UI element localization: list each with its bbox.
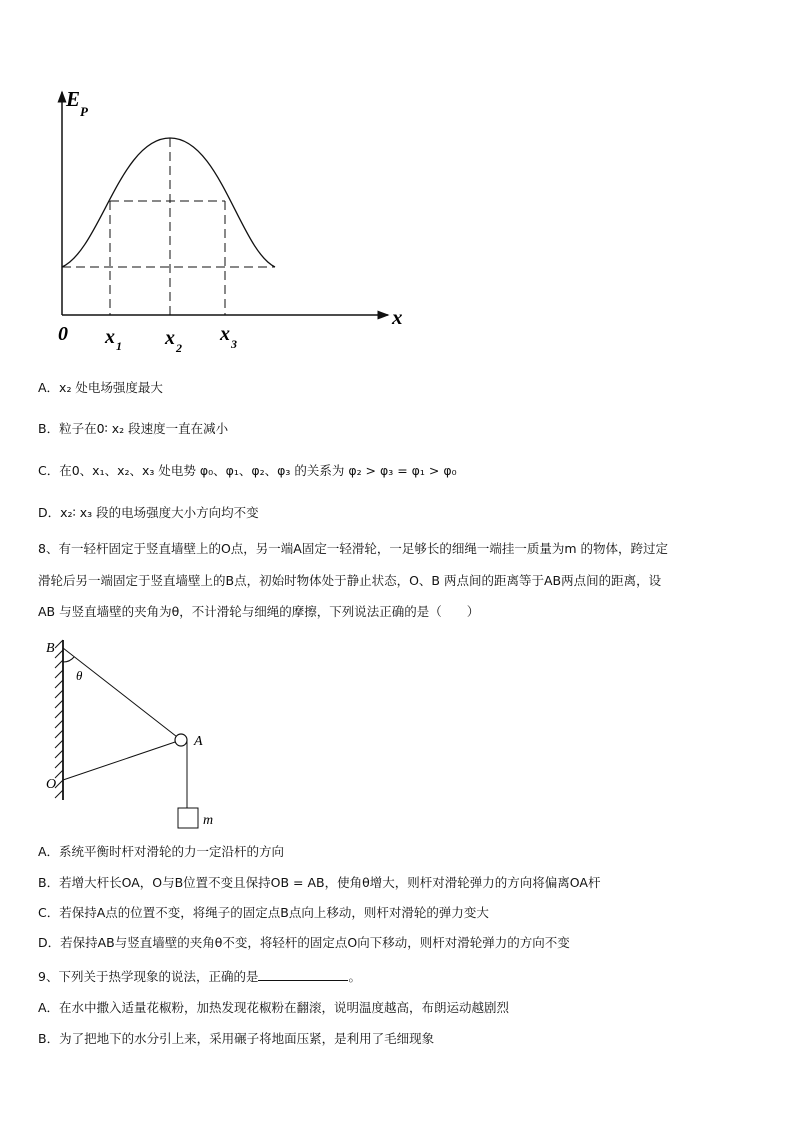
q9-stem: [38, 968, 361, 985]
q9-option-b: B．为了把地下的水分引上来，采用碾子将地面压紧，是利用了毛细现象: [38, 1031, 435, 1046]
label-a: A: [194, 734, 203, 749]
mass-block: [178, 808, 198, 828]
pulley-figure: [0, 630, 260, 835]
x-axis-label: x: [392, 305, 403, 329]
ep-curve: [62, 138, 275, 267]
q9-stem-end: 。: [348, 969, 361, 984]
answer-blank: [258, 968, 348, 981]
q7-option-c: C．在0、x₁、x₂、x₃ 处电势 φ₀、φ₁、φ₂、φ₃ 的关系为 φ₂ > φ₃ = φ₁ > φ₀: [38, 463, 457, 478]
tick-x3: x: [220, 323, 230, 345]
tick-x3-sub: 3: [231, 337, 237, 351]
tick-x1-sub: 1: [116, 339, 122, 353]
tick-x2: x: [165, 327, 175, 349]
q8-option-d: D．若保持AB与竖直墙壁的夹角θ不变，将轻杆的固定点O向下移动，则杆对滑轮弹力的方向不变: [38, 935, 570, 950]
theta-arc: [63, 657, 74, 662]
q8-stem-line-3: AB 与竖直墙壁的夹角为θ，不计滑轮与细绳的摩擦，下列说法正确的是（ ）: [38, 604, 480, 619]
q8-option-c: C．若保持A点的位置不变，将绳子的固定点B点向上移动，则杆对滑轮的弹力变大: [38, 905, 489, 920]
q7-option-a: A．x₂ 处电场强度最大: [38, 380, 163, 395]
origin-label: 0: [58, 323, 68, 345]
q8-option-b: B．若增大杆长OA，O与B位置不变且保持OB = AB，使角θ增大，则杆对滑轮弹力的方向将偏离OA杆: [38, 875, 601, 890]
potential-energy-graph: [0, 0, 794, 360]
q8-stem-line-2: 滑轮后另一端固定于竖直墙壁上的B点，初始时物体处于静止状态，O、B 两点间的距离等于AB两点间的距离，设: [38, 573, 662, 588]
tick-x2-sub: 2: [176, 341, 182, 355]
label-o: O: [46, 777, 57, 792]
y-axis-label: E: [66, 87, 81, 111]
q7-option-d: D．x₂∶ x₃ 段的电场强度大小方向均不变: [38, 505, 259, 520]
q9-option-a: A．在水中撒入适量花椒粉，加热发现花椒粉在翻滚，说明温度越高，布朗运动越剧烈: [38, 1000, 510, 1015]
label-m: m: [203, 813, 214, 828]
q9-stem-text: 9、下列关于热学现象的说法，正确的是: [38, 969, 259, 984]
q8-option-a: A．系统平衡时杆对滑轮的力一定沿杆的方向: [38, 844, 285, 859]
rod-oa: [63, 740, 181, 780]
tick-x1: x: [105, 326, 115, 348]
q7-option-b: B．粒子在0∶ x₂ 段速度一直在减小: [38, 421, 229, 436]
pulley: [175, 734, 187, 746]
wall-hatching: [55, 640, 63, 798]
y-axis-label-sub: P: [80, 104, 88, 119]
label-theta: θ: [76, 668, 83, 683]
q8-stem-line-1: 8、有一轻杆固定于竖直墙壁上的O点，另一端A固定一轻滑轮，一足够长的细绳一端挂一质量为m 的物体，跨过定: [38, 541, 668, 556]
rope-ab: [63, 648, 181, 740]
label-b: B: [46, 641, 55, 656]
